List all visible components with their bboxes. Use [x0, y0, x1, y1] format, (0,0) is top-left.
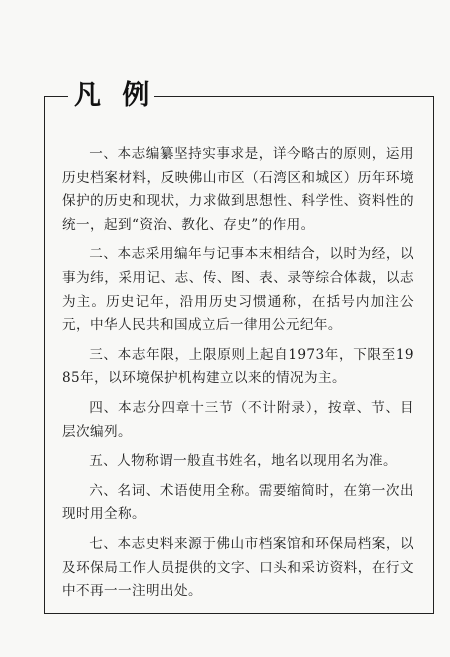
guideline-paragraph-2: 二、本志采用编年与记事本末相结合，以时为经，以事为纬，采用记、志、传、图、表、录等综合体裁，以志为主。历史记年，沿用历史习惯通称，在括号内加注公元，中华人民共和国成立后一律用公元纪年。: [62, 246, 414, 334]
guideline-paragraph-5: 五、人物称谓一般直书姓名，地名以现用名为准。: [89, 453, 398, 470]
guideline-paragraph-6: 六、名词、术语使用全称。需要缩简时，在第一次出现时用全称。: [62, 482, 414, 523]
guideline-paragraph-3: 三、本志年限，上限原则上起自1973年，下限至1985年，以环境保护机构建立以来的情况为主。: [62, 346, 414, 387]
frame-top-rule-left: [44, 96, 68, 97]
guideline-paragraph-1: 一、本志编纂坚持实事求是，详今略古的原则，运用历史档案材料，反映佛山市区（石湾区和城区）历年环境保护的历史和现状，力求做到思想性、科学性、资料性的统一，起到“资治、教化、存史”的作用。: [62, 146, 414, 233]
guideline-paragraph-4: 四、本志分四章十三节（不计附录），按章、节、目层次编列。: [62, 399, 414, 440]
guidelines-body: [62, 143, 414, 610]
guideline-paragraph-7: 七、本志史料来源于佛山市档案馆和环保局档案，以及环保局工作人员提供的文字、口头和采访资料，在行文中不再一一注明出处。: [62, 535, 414, 600]
page-title: 凡 例: [74, 80, 156, 111]
frame-top-rule-right: [154, 96, 434, 97]
